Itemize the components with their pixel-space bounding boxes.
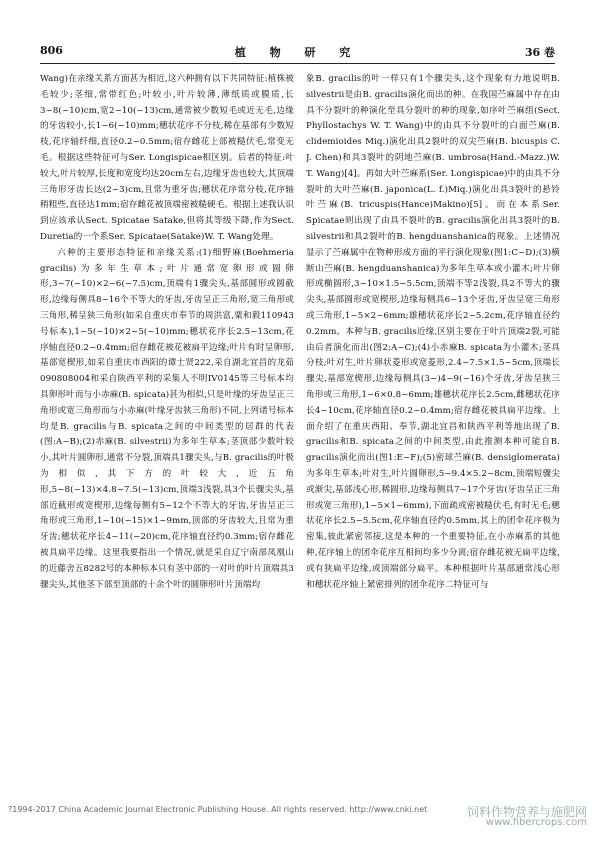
copyright-text: ?1994-2017 China Academic Journal Electronic Publishing House. All rights reserved. http://www.cnki.net — [8, 805, 428, 814]
watermark-text: 饲料作物营养与施肥网 — [466, 805, 587, 819]
left-column — [40, 72, 294, 792]
left-paragraph-2: 六种的主要形态特征和亲缘关系:(1)细野麻(Boehmeria gracilis)为多年生草本;叶片通常宽卵形或圆卵形,3~7(~10)×2~6(~7.5)cm,顶端有1骤尖头,基部圆形或圆截形,边缘每侧具8~16个不等大的牙齿,牙齿呈正三角形,宽三角形或三角形,稀呈狭三角形(如采自重庆市奉节的周洪富,粟和毅110943号标本),1~5(~10)×2~5(~10)mm;穗状花序长2.5~13cm,花序轴直径0.2~0.4mm;宿存雌花被花被扁平边缘;叶片有时呈卵形,基部宽楔形,如采自重庆市西阳的谭士贤222,采自湖北宜昌的龙茹090808004和采自陕西平利的采集人不明IV0145等三号标本均具卵形叶而与小赤麻(B. spicata)甚为相似,只是叶缘的牙齿呈正三角形或宽三角形而与小赤麻(叶缘牙齿狭三角形)不同,上列诸号标本均是B. gracilis与B. spicata之间的中间类型的居群的代表(图:A~B);(2)赤麻(B. silvestrii)为多年生草本;茎顶部少数叶较小,其叶片圆卵形,通常不分裂,顶端具1骤尖头,与B. gracilis的叶极为相似,其下方的叶较大,近五角形,5~8(~13)×4.8~7.5(~13)cm,顶端3浅裂,具3个长骤尖头,基部近截形或宽楔形,边缘每侧有5~12个不等大的牙齿,牙齿呈正三角形或三角形,1~10(~15)×1~9mm,顶部的牙齿较大,且常为重牙齿;穗状花序长4~11(~20)cm,花序轴直径约0.3mm;宿存雌花被具扁平边缘。这里我要指出一个情况,就是采自辽宁南部凤凰山的近藤舍五8282号的本种标本只有茎中部的一对叶的叶片顶端具3骤尖头,其他茎下部至顶部的十余个叶的圆卵形叶片顶端均 — [40, 247, 294, 590]
watermark-url: www.fibercrops.com — [485, 817, 587, 828]
left-paragraph-1: Wang)在亲缘关系方面甚为相近,这六种拥有以下共同特征:植株被毛较少;茎细,常带红色;叶较小,叶片较薄,薄纸质或膜质,长3~8(~10)cm,宽2~10(~13)cm,通常被少数短毛或近无毛,边缘的牙齿较小,长1~6(~10)mm;穗状花序不分枝,稀在基部有少数短枝,花序轴纤细,直径0.2~0.5mm;宿存雌花上部被糙伏毛,常变无毛。根据这些特征可与Ser. Longispicae相区别。后者的特征:叶较大,叶片较厚,长度和宽度均达20cm左右,边缘牙齿也较大,其顶端三角形牙齿长达(2~3)cm,且常为重牙齿;穗状花序常分枝,花序轴稍粗些,直径达1mm;宿存雌花被顶端密被糙硬毛。根据上述我认识到应该承认Sect. Spicatae Satake,但将其等级下降,作为Sect. Duretia的一个系Ser. Spicatae(Satake)W. T. Wang处理。 — [40, 74, 294, 242]
page-number: 806 — [40, 44, 63, 57]
right-column — [306, 72, 560, 792]
header-rule — [40, 63, 555, 64]
right-paragraph-1: 象B. gracilis的叶一样只有1个骤尖头,这个现象有力地说明B. silvestrii是由B. gracilis演化而出的种。在我国苎麻属中存在由具不分裂叶的种演化至具分裂叶的种的现象,如序叶苎麻组(Sect. Phyllostachys W. T. Wang)中的由具不分裂叶的白面苎麻(B. clidemioides Miq.)演化出具2裂叶的双尖苎麻(B. bicuspis C. J. Chen)和具3裂叶的阴地苎麻(B. umbrosa(Hand.-Mazz.)W. T. Wang)[4]。再如大叶苎麻系(Ser. Longispicae)中的由具不分裂叶的大叶苎麻(B. japonica(L. f.)Miq.)演化出具3裂叶的悬铃叶苎麻(B. tricuspis(Hance)Makino)[5]。而在本系Ser. Spicatae则出现了由具不裂叶的B. gracilis演化出具3裂叶的B. silvestrii和具2裂叶的B. hengduanshanica的现象。上述情况显示了苎麻属中在物种形成方面的平行演化现象(图1:C~D);(3)横断山苎麻(B. hengduanshanica)为多年生草本或小灌木;叶片卵形或椭圆形,3~10×1.5~5.5cm,顶端不等2浅裂,具2不等大的骤尖头,基部圆形或宽楔形,边缘每侧具6~13个牙齿,牙齿呈宽三角形或三角形,1~5×2~6mm;雄穗状花序长2~5.2cm,花序轴直径约0.2mm。本种与B. gracilis近缘,区别主要在于叶片顶端2裂,可能由后者演化而出(图2:A~C);(4)小赤麻B. spicata为小灌木;茎具分枝;叶对生,叶片卵状菱形或宽菱形,2.4~7.5×1.5~5cm,顶端长骤尖,基部宽楔形,边缘每侧具(3~)4~9(~16)个牙齿,牙齿呈狭三角形或三角形,1~6×0.8~6mm;雄穗状花序长2.5cm,雌穗状花序长4~10cm,花序轴直径0.2~0.4mm;宿存雌花被具扁平边缘。上面介绍了在重庆西阳、奉节,湖北宜昌和陕西平利等地出现了B. gracilis和B. spicata之间的中间类型,由此推测本种可能自B. gracilis演化而出(图1:E~F);(5)密球苎麻(B. densiglomerata)为多年生草本;叶对生,叶片圆卵形,5~9.4×5.2~8cm,顶端短骤尖或渐尖,基部浅心形,稀圆形,边缘每侧具7~17个牙齿(牙齿呈正三角形或宽三角形),1~5×1~6mm),下面疏或密被糙伏毛,有时无毛;穗状花序长2.5~5.5cm,花序轴直径约0.5mm,其上的团伞花序极为密集,彼此紧密邻接,这是本种的一个重要特征,在小赤麻系的其他种,花序轴上的团伞花序互相间均多少分离;宿存雌花被无扁平边缘,或有狭扁平边缘,或顶端部分扁平。本种根据叶片基部通常浅心形和穗状花序轴上紧密排列的团伞花序二特征可与 — [306, 74, 560, 590]
page-header — [40, 44, 555, 62]
journal-title: 植 物 研 究 — [234, 46, 361, 59]
volume-label: 36 卷 — [524, 46, 555, 59]
